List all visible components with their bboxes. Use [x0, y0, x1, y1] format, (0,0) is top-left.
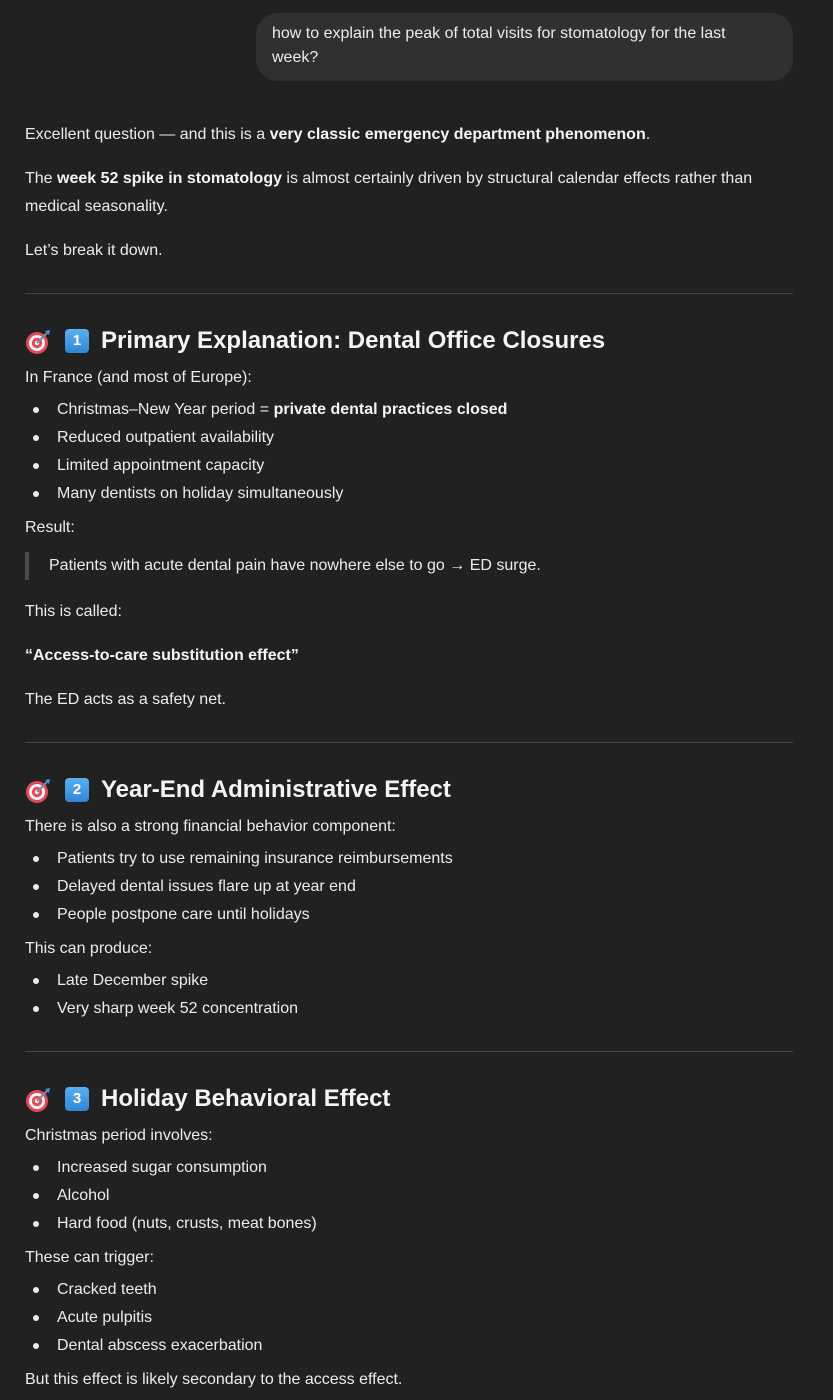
list-item: Hard food (nuts, crusts, meat bones) — [57, 1210, 793, 1238]
bullet-list — [25, 1154, 793, 1238]
intro-text-end: is almost certainly driven by structural calendar effects rather than medical seasonality. — [25, 170, 753, 215]
intro-text-end: . — [645, 126, 651, 143]
assistant-response — [25, 121, 793, 1394]
list-item-bold: private dental practices closed — [273, 401, 508, 418]
list-item: Limited appointment capacity — [57, 452, 793, 480]
list-item: Very sharp week 52 concentration — [57, 995, 793, 1023]
divider — [25, 293, 793, 294]
called-term — [25, 642, 793, 670]
list-item: Cracked teeth — [57, 1276, 793, 1304]
keycap-number-icon: 3 — [65, 1087, 89, 1111]
list-item: Reduced outpatient availability — [57, 424, 793, 452]
quote-text: Patients with acute dental pain have nowhere else to go → ED surge. — [49, 557, 541, 574]
direct-hit-target-icon — [25, 778, 51, 804]
section-title: Holiday Behavioral Effect — [101, 1085, 391, 1112]
bullet-list — [25, 845, 793, 929]
list-item: Alcohol — [57, 1182, 793, 1210]
intro-text: The — [25, 170, 58, 187]
bullet-list — [25, 396, 793, 508]
list-item — [57, 396, 793, 424]
section-closing: But this effect is likely secondary to the access effect. — [25, 1371, 403, 1388]
divider — [25, 742, 793, 743]
list-item: Dental abscess exacerbation — [57, 1332, 793, 1360]
list-item: Many dentists on holiday simultaneously — [57, 480, 793, 508]
user-message-text: how to explain the peak of total visits for stomatology for the last week? — [272, 25, 726, 66]
section-heading-3 — [25, 1082, 793, 1116]
keycap-number-icon: 1 — [65, 329, 89, 353]
intro-bold: very classic emergency department phenomenon — [269, 126, 646, 143]
section-label: This can produce: — [25, 940, 153, 957]
user-message-bubble — [256, 13, 793, 81]
section-closing: The ED acts as a safety net. — [25, 691, 226, 708]
section-label: These can trigger: — [25, 1249, 154, 1266]
list-item: Late December spike — [57, 967, 793, 995]
list-item: Patients try to use remaining insurance reimbursements — [57, 845, 793, 873]
intro-paragraph-2 — [25, 165, 793, 221]
direct-hit-target-icon — [25, 1087, 51, 1113]
called-label: This is called: — [25, 603, 122, 620]
divider — [25, 1051, 793, 1052]
list-item: People postpone care until holidays — [57, 901, 793, 929]
section-lead: Christmas period involves: — [25, 1127, 213, 1144]
list-item: Increased sugar consumption — [57, 1154, 793, 1182]
called-term-bold: “Access-to-care substitution effect” — [25, 647, 299, 664]
intro-paragraph-3: Let’s break it down. — [25, 242, 163, 259]
bullet-list — [25, 967, 793, 1023]
list-item-text: Christmas–New Year period = — [57, 401, 274, 418]
section-title: Primary Explanation: Dental Office Closures — [101, 327, 606, 354]
keycap-number-icon: 2 — [65, 778, 89, 802]
bullet-list — [25, 1276, 793, 1360]
intro-paragraph-1 — [25, 121, 793, 149]
section-heading-1 — [25, 324, 793, 358]
intro-text: Excellent question — and this is a — [25, 126, 270, 143]
list-item: Acute pulpitis — [57, 1304, 793, 1332]
section-lead: In France (and most of Europe): — [25, 369, 252, 386]
section-title: Year-End Administrative Effect — [101, 776, 451, 803]
list-item: Delayed dental issues flare up at year end — [57, 873, 793, 901]
intro-bold: week 52 spike in stomatology — [57, 170, 282, 187]
section-lead: There is also a strong financial behavior component: — [25, 818, 396, 835]
direct-hit-target-icon — [25, 329, 51, 355]
blockquote — [25, 552, 793, 580]
section-heading-2 — [25, 773, 793, 807]
result-label: Result: — [25, 519, 75, 536]
